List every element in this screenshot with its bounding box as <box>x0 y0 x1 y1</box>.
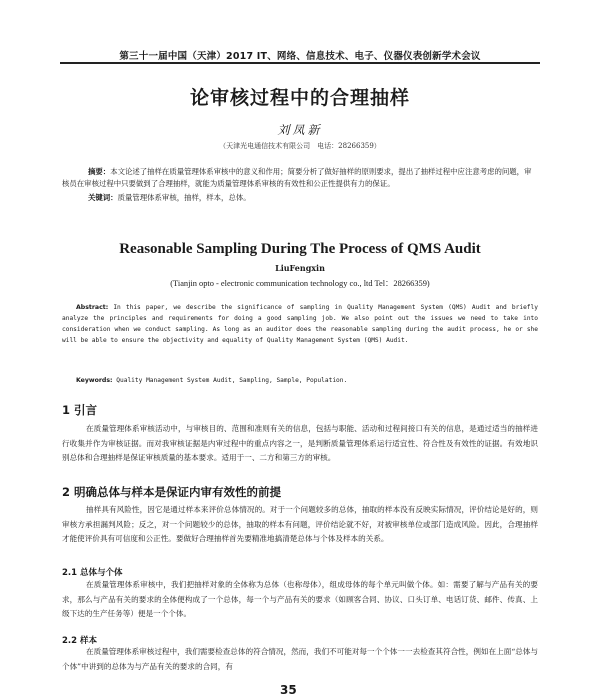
subsection-population-individual-paragraph: 在质量管理体系审核中，我们把抽样对象的全体称为总体（也称母体），组成母体的每个单元叫做个体。如：需要了解与产品有关的要求，那么与产品有关的要求的全体便构成了一个总体，每一个与产品有关的要求（如顾客合同、协议、口头订单、电话订货、邮件、传真、上级下达的生产任务等）便是一个个体。 <box>62 580 538 618</box>
header-divider <box>60 62 540 64</box>
keywords-chinese <box>88 192 538 204</box>
section-heading-introduction: 1 引言 <box>62 403 98 417</box>
author-chinese: 刘凤新 <box>277 123 323 137</box>
subsection-sample-paragraph: 在质量管理体系审核过程中，我们需要检查总体的符合情况，然而，我们不可能对每一个个体一一去检查其符合性，例如在上面“总体与个体”中讲到的总体为与产品有关的要求的合同，有 <box>62 647 538 671</box>
subsection-heading-population-individual: 2.1 总体与个体 <box>62 568 123 578</box>
affiliation-english: (Tianjin opto - electronic communication technology co., ltd Tel：28266359) <box>170 279 430 288</box>
section-population-sample-paragraph: 抽样具有风险性，因它是通过样本来评价总体情况的。对于一个问题较多的总体，抽取的样本没有反映实际情况，评价结论是好的，则审核方承担漏判风险；反之，对一个问题较少的总体，抽取的样本有问题，评价结论就不好，对被审核单位或部门造成风险。因此，合理抽样才能使评价具有可信度和公正性。要做好合理抽样首先要精准地搞清楚总体与个体及样本的关系。 <box>62 505 538 543</box>
keywords-label-english: Keywords: <box>76 377 113 384</box>
abstract-label-chinese: 摘要： <box>88 167 111 176</box>
author-english: LiuFengxin <box>275 263 325 273</box>
page-number: 35 <box>280 683 297 697</box>
paper-title-chinese: 论审核过程中的合理抽样 <box>189 87 410 109</box>
section-heading-population-sample: 2 明确总体与样本是保证内审有效性的前提 <box>62 485 282 499</box>
subsection-heading-sample: 2.2 样本 <box>62 636 98 646</box>
keywords-english <box>76 375 538 386</box>
abstract-label-english: Abstract: <box>76 304 109 311</box>
keywords-label-chinese: 关键词： <box>88 193 118 202</box>
paper-title-english: Reasonable Sampling During The Process of QMS Audit <box>119 241 481 257</box>
keywords-text-chinese: 质量管理体系审核，抽样，样本，总体。 <box>117 193 251 202</box>
abstract-chinese <box>62 166 538 190</box>
abstract-text-english: In this paper, we describe the significance of sampling in Quality Management System (QMS) Audit and briefly analyze the principles and requirements for doing a good sampling job. We also point out the issues we need to take into consideration when we conduct sampling. As long as an auditor does the reasonable sampling during the audit process, he or she will be able to ensure the objectivity and equality of Quality Management System (QMS) Audit. <box>62 304 538 344</box>
section-introduction-paragraph: 在质量管理体系审核活动中，与审核目的、范围和准则有关的信息，包括与职能、活动和过程间接口有关的信息，是通过适当的抽样进行收集并作为审核证据。而对我审核证据是内审过程中的重点内容之一，是判断质量管理体系运行适宜性、符合性及有效性的证据。有效地识别总体和合理抽样是保证审核质量的基本要求。适用于一、二方和第三方的审核。 <box>62 424 538 462</box>
running-header: 第三十一届中国（天津）2017 IT、网络、信息技术、电子、仪器仪表创新学术会议 <box>119 51 481 62</box>
abstract-english <box>62 302 538 346</box>
keywords-text-english: Quality Management System Audit, Sampling, Sample, Population. <box>116 377 348 384</box>
abstract-text-chinese: 本文论述了抽样在质量管理体系审核中的意义和作用；简要分析了做好抽样的原则要求，提出了抽样过程中应注意考虑的问题，审核员在审核过程中只要做到了合理抽样，就能为质量管理体系审核的有效性和公正性提供有力的保证。 <box>62 167 532 188</box>
affiliation-chinese: （天津光电通信技术有限公司 电话：28266359） <box>219 142 381 150</box>
